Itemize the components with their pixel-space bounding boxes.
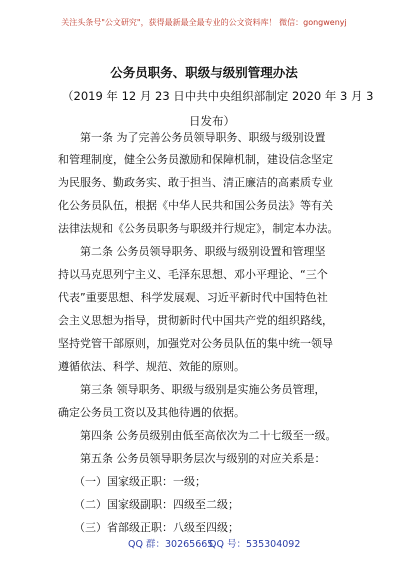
header-note: 关注头条号"公文研究"，获得最新最全最专业的公文资料库！ 微信：gongwenyj xyxy=(61,18,347,27)
article-1-line-4: 化公务员队伍，根据《中华人民共和国公务员法》等有关 xyxy=(58,199,333,212)
article-1-line-3: 为民服务、勤政务实、敢于担当、清正廉洁的高素质专业 xyxy=(58,176,333,189)
document-subtitle-line-2: 日发布） xyxy=(189,114,235,128)
article-2-line-6: 遵循依法、科学、规范、效能的原则。 xyxy=(58,360,245,373)
article-3-line-2: 确定公务员工资以及其他待遇的依据。 xyxy=(58,406,245,419)
article-2-line-4: 会主义思想为指导，贯彻新时代中国共产党的组织路线， xyxy=(58,314,333,327)
article-2-line-2: 持以马克思列宁主义、毛泽东思想、邓小平理论、“三个 xyxy=(58,268,328,281)
article-5-item-2: （二）国家级副职：四级至二级； xyxy=(74,498,239,511)
article-2-line-1: 第二条 公务员领导职务、职级与级别设置和管理坚 xyxy=(80,245,326,258)
footer-qq-number: QQ 号：535304092 xyxy=(209,539,301,550)
article-2-line-3: 代表”重要思想、科学发展观、习近平新时代中国特色社 xyxy=(58,291,328,304)
document-title: 公务员职务、职级与级别管理办法 xyxy=(110,65,298,80)
article-5-item-3: （三）省部级正职：八级至四级； xyxy=(74,521,239,534)
article-1-line-1: 第一条 为了完善公务员领导职务、职级与级别设置 xyxy=(80,131,326,144)
article-4-line: 第四条 公务员级别由低至高依次为二十七级至一级。 xyxy=(80,429,337,442)
article-1-line-2: 和管理制度，健全公务员激励和保障机制，建设信念坚定 xyxy=(58,153,333,166)
article-1-line-5: 法律法规和《公务员职务与职级并行规定》，制定本办法。 xyxy=(58,222,339,235)
article-5-item-1: （一）国家级正职：一级； xyxy=(74,475,206,488)
article-5-line: 第五条 公务员领导职务层次与级别的对应关系是： xyxy=(80,452,326,465)
document-subtitle-line-1: （2019 年 12 月 23 日中共中央组织部制定 2020 年 3 月 3 xyxy=(62,89,374,103)
article-2-line-5: 坚持党管干部原则，加强党对公务员队伍的集中统一领导 xyxy=(58,337,333,350)
footer-qq-group: QQ 群：30265665 xyxy=(128,539,214,550)
article-3-line-1: 第三条 领导职务、职级与级别是实施公务员管理， xyxy=(80,383,326,396)
